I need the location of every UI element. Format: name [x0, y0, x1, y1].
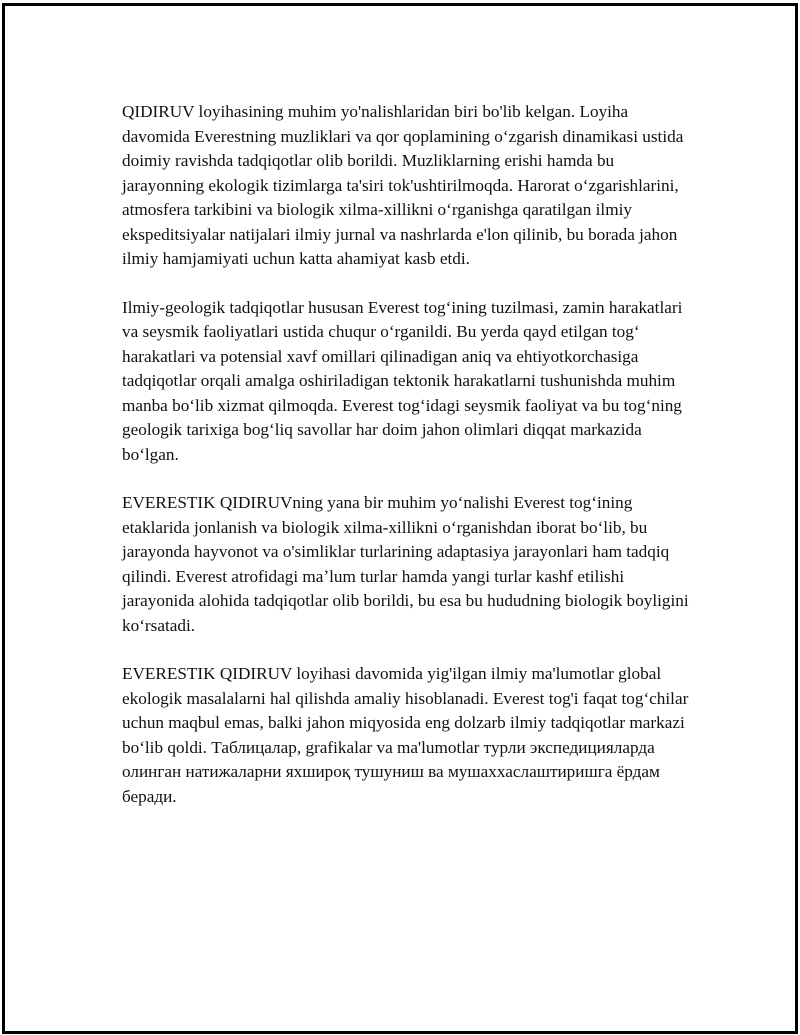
paragraph-2: Ilmiy-geologik tadqiqotlar hususan Everest togʻining tuzilmasi, zamin harakatlari va seysmik faoliyatlari ustida chuqur oʻrganildi. Bu yerda qayd etilgan togʻ harakatlari va potensial xavf omillari qilinadigan aniq va ehtiyotkorchasiga tadqiqotlar orqali amalga oshiriladigan tektonik harakatlarni tushunishda muhim manba boʻlib xizmat qilmoqda. Everest togʻidagi seysmik faoliyat va bu togʻning geologik tarixiga bogʻliq savollar har doim jahon olimlari diqqat markazida boʻlgan.: [122, 297, 683, 464]
paragraph-1: QIDIRUV loyihasining muhim yo'nalishlaridan biri bo'lib kelgan. Loyiha davomida Everestning muzliklari va qor qoplamining oʻzgarish dinamikasi ustida doimiy ravishda tadqiqotlar olib borildi. Muzliklarning erishi hamda bu jarayonning ekologik tizimlarga ta'siri tok'ushtirilmoqda. Harorat oʻzgarishlarini, atmosfera tarkibini va biologik xilma-xillikni oʻrganishga qaratilgan ilmiy ekspeditsiyalar natijalari ilmiy jurnal va nashrlarda e'lon qilinib, bu borada jahon ilmiy hamjamiyati uchun katta ahamiyat kasb etdi.: [122, 102, 684, 268]
document-body: [122, 100, 697, 833]
paragraph-3: EVERESTIK QIDIRUVning yana bir muhim yoʻnalishi Everest togʻining etaklarida jonlanish va biologik xilma-xillikni oʻrganishdan iborat boʻlib, bu jarayonda hayvonot va o'simliklar turlarining adaptasiya jarayonlari ham tadqiq qilindi. Everest atrofidagi maʼlum turlar hamda yangi turlar kashf etilishi jarayonida alohida tadqiqotlar olib borildi, bu esa bu hududning biologik boyligini koʻrsatadi.: [122, 493, 689, 635]
page-frame: [2, 3, 798, 1034]
paragraph-4: EVERESTIK QIDIRUV loyihasi davomida yig'ilgan ilmiy ma'lumotlar global ekologik masalalarni hal qilishda amaliy hisoblanadi. Everest tog'i faqat togʻchilar uchun maqbul emas, balki jahon miqyosida eng dolzarb ilmiy tadqiqotlar markazi boʻlib qoldi. Таблицалар, grafikalar va ma'lumotlar турли экспедицияларда олинган натижаларни яхшироқ тушуниш ва мушаххаслаштиришга ёрдам беради.: [122, 664, 689, 806]
